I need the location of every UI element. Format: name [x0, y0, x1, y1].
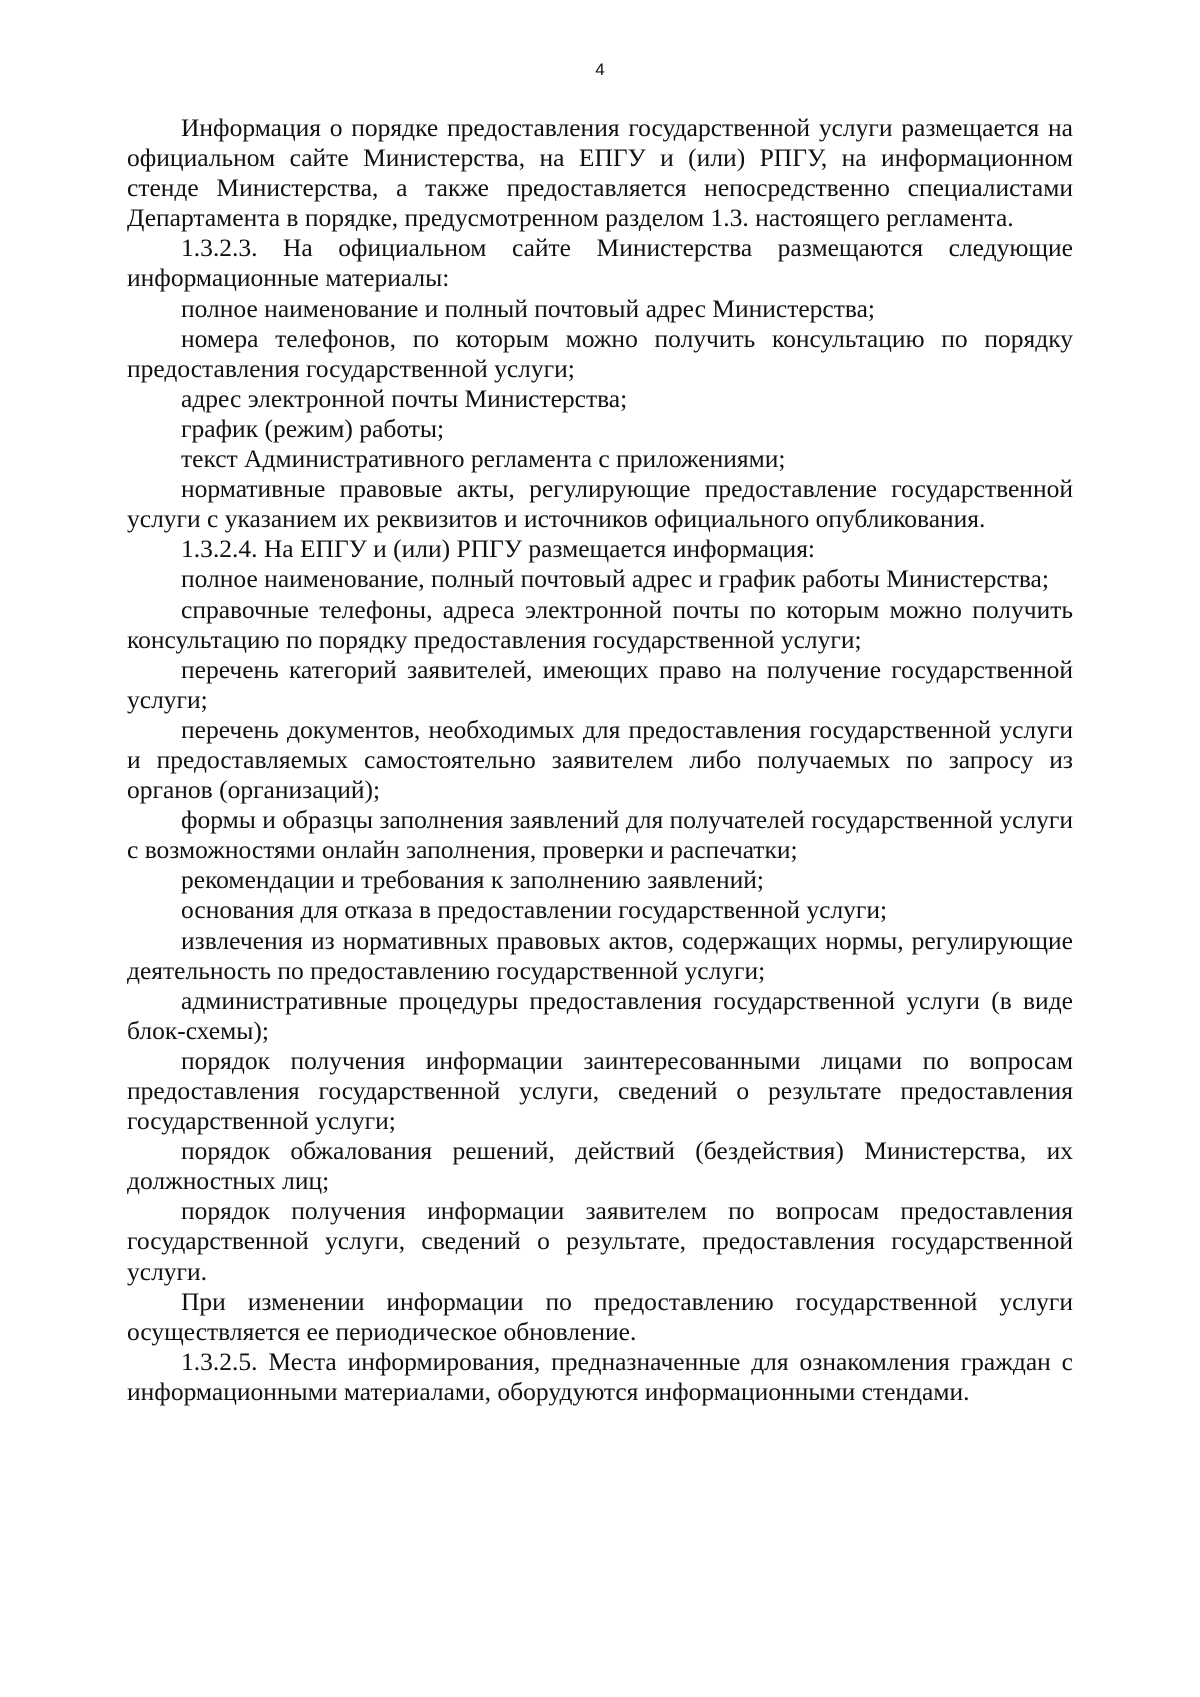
paragraph: 1.3.2.3. На официальном сайте Министерства размещаются следующие информационные материалы: — [127, 233, 1073, 293]
list-item: извлечения из нормативных правовых актов, содержащих нормы, регулирующие деятельность по предоставлению государственной услуги; — [127, 925, 1073, 985]
list-item: порядок обжалования решений, действий (бездействия) Министерства, их должностных лиц; — [127, 1136, 1073, 1196]
list-item: основания для отказа в предоставлении государственной услуги; — [181, 895, 888, 925]
list-item: текст Административного регламента с приложениями; — [181, 444, 786, 474]
paragraph: Информация о порядке предоставления государственной услуги размещается на официальном сайте Министерства, на ЕПГУ и (или) РПГУ, на информационном стенде Министерства, а также предоставляется непосредственно специалистами Департамента в порядке, предусмотренном разделом 1.3. настоящего регламента. — [127, 113, 1073, 233]
list-item: нормативные правовые акты, регулирующие предоставление государственной услуги с указанием их реквизитов и источников официального опубликования. — [127, 474, 1073, 534]
list-item: перечень документов, необходимых для предоставления государственной услуги и предоставляемых самостоятельно заявителем либо получаемых по запросу из органов (организаций); — [127, 714, 1073, 805]
list-item: порядок получения информации заинтересованными лицами по вопросам предоставления государственной услуги, сведений о результате предоставления государственной услуги; — [127, 1045, 1073, 1136]
list-item: полное наименование, полный почтовый адрес и график работы Министерства; — [181, 564, 1049, 594]
list-item: порядок получения информации заявителем по вопросам предоставления государственной услуги, сведений о результате, предоставления государственной услуги. — [127, 1196, 1073, 1286]
paragraph: 1.3.2.5. Места информирования, предназначенные для ознакомления граждан с информационными материалами, оборудуются информационными стендами. — [127, 1346, 1073, 1406]
list-item: номера телефонов, по которым можно получить консультацию по порядку предоставления государственной услуги; — [127, 323, 1073, 383]
list-item: перечень категорий заявителей, имеющих право на получение государственной услуги; — [127, 654, 1073, 714]
paragraph: 1.3.2.4. На ЕПГУ и (или) РПГУ размещается информация: — [181, 534, 816, 564]
list-item: справочные телефоны, адреса электронной почты по которым можно получить консультацию по порядку предоставления государственной услуги; — [127, 594, 1073, 654]
list-item: рекомендации и требования к заполнению заявлений; — [181, 865, 765, 895]
list-item: полное наименование и полный почтовый адрес Министерства; — [181, 293, 875, 323]
document-body — [127, 113, 1073, 1407]
list-item: административные процедуры предоставления государственной услуги (в виде блок-схемы); — [127, 985, 1073, 1045]
paragraph: При изменении информации по предоставлению государственной услуги осуществляется ее периодическое обновление. — [127, 1286, 1073, 1346]
page-number: 4 — [595, 60, 605, 79]
list-item: график (режим) работы; — [181, 413, 445, 443]
list-item: адрес электронной почты Министерства; — [181, 383, 628, 413]
list-item: формы и образцы заполнения заявлений для получателей государственной услуги с возможностями онлайн заполнения, проверки и распечатки; — [127, 805, 1073, 865]
